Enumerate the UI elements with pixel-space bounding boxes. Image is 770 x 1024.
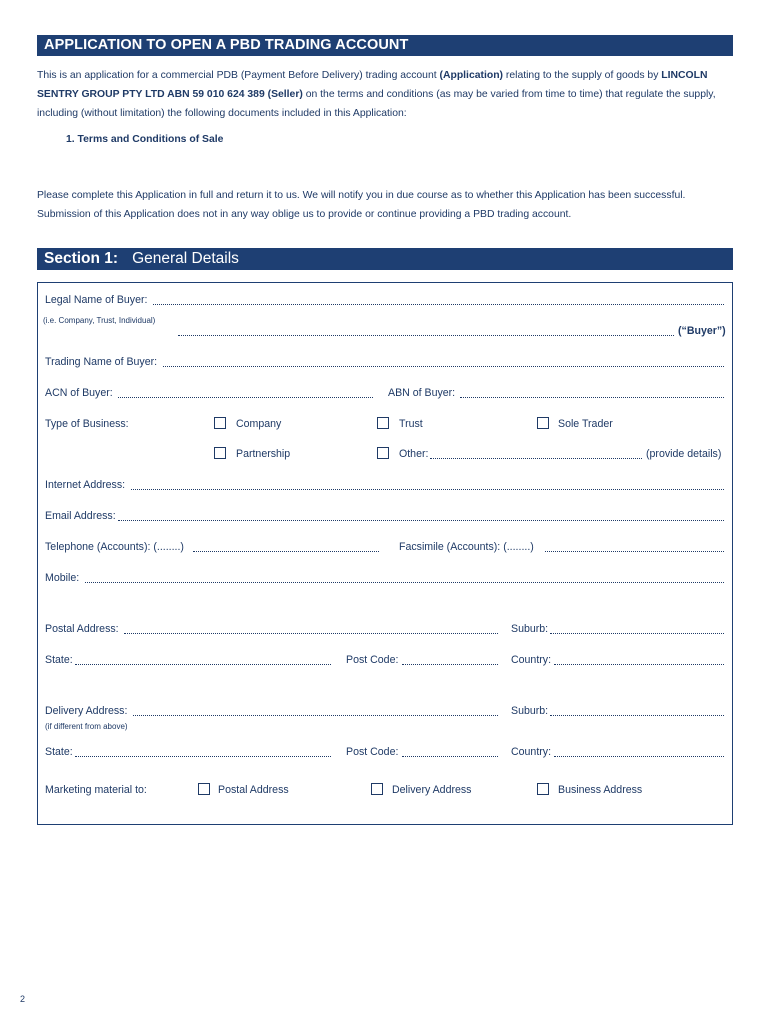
page-title: APPLICATION TO OPEN A PBD TRADING ACCOUNT [37, 35, 733, 56]
internet-address-field[interactable] [131, 476, 724, 490]
facsimile-field[interactable] [545, 538, 724, 552]
facsimile-label: Facsimile (Accounts): (........) [399, 541, 534, 553]
intro-text-2: relating to the supply of goods by [503, 70, 662, 81]
postal-address-label: Postal Address: [45, 623, 119, 635]
buyer-suffix-text: (“Buyer”) [678, 325, 726, 337]
abn-field[interactable] [460, 384, 724, 398]
marketing-postal-label: Postal Address [218, 784, 289, 796]
legal-name-field-line-2[interactable] [178, 322, 676, 336]
legal-name-hint: (i.e. Company, Trust, Individual) [43, 314, 157, 328]
legal-name-field[interactable] [153, 291, 724, 305]
trading-name-label: Trading Name of Buyer: [45, 356, 158, 368]
postal-suburb-label: Suburb: [511, 623, 549, 635]
delivery-suburb-label: Suburb: [511, 705, 549, 717]
document-list-item: 1. Terms and Conditions of Sale [66, 134, 224, 145]
postal-postcode-label: Post Code: [346, 654, 399, 666]
postal-state-field[interactable] [75, 651, 331, 665]
acn-field[interactable] [118, 384, 373, 398]
delivery-address-hint: (if different from above) [45, 720, 130, 734]
delivery-state-label: State: [45, 746, 73, 758]
marketing-delivery-checkbox[interactable] [371, 783, 383, 795]
delivery-address-field[interactable] [133, 702, 498, 716]
email-label: Email Address: [45, 510, 116, 522]
email-field[interactable] [118, 507, 724, 521]
marketing-business-checkbox[interactable] [537, 783, 549, 795]
partnership-label: Partnership [236, 448, 291, 460]
internet-address-label: Internet Address: [45, 479, 126, 491]
postal-suburb-field[interactable] [550, 620, 724, 634]
section-title: General Details [132, 250, 239, 267]
abn-label: ABN of Buyer: [388, 387, 456, 399]
trust-label: Trust [399, 418, 423, 430]
type-of-business-label: Type of Business: [45, 418, 129, 430]
postal-country-label: Country: [511, 654, 552, 666]
buyer-suffix [675, 324, 726, 338]
intro-text-3: on the terms and conditions (as may be varied from time to time) that regulate the supply, including (without limitation) the following documents included in this Application: [37, 89, 716, 119]
delivery-state-field[interactable] [75, 743, 331, 757]
intro-bold-application: (Application) [439, 70, 504, 81]
postal-postcode-field[interactable] [402, 651, 498, 665]
delivery-postcode-label: Post Code: [346, 746, 399, 758]
acn-label: ACN of Buyer: [45, 387, 113, 399]
postal-address-field[interactable] [124, 620, 498, 634]
other-details-field[interactable] [430, 445, 646, 459]
trust-checkbox[interactable] [377, 417, 389, 429]
sole-trader-checkbox[interactable] [537, 417, 549, 429]
trading-name-field[interactable] [163, 353, 724, 367]
company-checkbox[interactable] [214, 417, 226, 429]
legal-name-label: Legal Name of Buyer: [45, 294, 148, 306]
other-label: Other: [399, 448, 429, 460]
other-checkbox[interactable] [377, 447, 389, 459]
telephone-field[interactable] [193, 538, 379, 552]
partnership-checkbox[interactable] [214, 447, 226, 459]
section-number: Section 1: [44, 250, 119, 267]
provide-details-label: (provide details) [643, 447, 721, 461]
telephone-label: Telephone (Accounts): (........) [45, 541, 184, 553]
postal-country-field[interactable] [554, 651, 724, 665]
delivery-address-label: Delivery Address: [45, 705, 128, 717]
marketing-label: Marketing material to: [45, 784, 147, 796]
mobile-label: Mobile: [45, 572, 80, 584]
marketing-postal-checkbox[interactable] [198, 783, 210, 795]
instructions-paragraph: Please complete this Application in full and return it to us. We will notify you in due course as to whether this Application has been successful. Submission of this Application does not in any way oblige us to provide or continue providing a PBD trading account. [37, 190, 686, 220]
mobile-field[interactable] [85, 569, 724, 583]
section-header [37, 248, 733, 270]
marketing-delivery-label: Delivery Address [392, 784, 472, 796]
intro-paragraph [37, 66, 737, 123]
delivery-suburb-field[interactable] [550, 702, 724, 716]
marketing-business-label: Business Address [558, 784, 643, 796]
delivery-country-field[interactable] [554, 743, 724, 757]
postal-state-label: State: [45, 654, 73, 666]
delivery-postcode-field[interactable] [402, 743, 498, 757]
delivery-country-label: Country: [511, 746, 552, 758]
intro-bold-seller: LINCOLN SENTRY GROUP PTY LTD ABN 59 010 624 389 (Seller) [37, 70, 708, 100]
sole-trader-label: Sole Trader [558, 418, 613, 430]
company-label: Company [236, 418, 282, 430]
page-number: 2 [20, 994, 26, 1004]
intro-text-1: This is an application for a commercial PDB (Payment Before Delivery) trading account [37, 70, 440, 81]
